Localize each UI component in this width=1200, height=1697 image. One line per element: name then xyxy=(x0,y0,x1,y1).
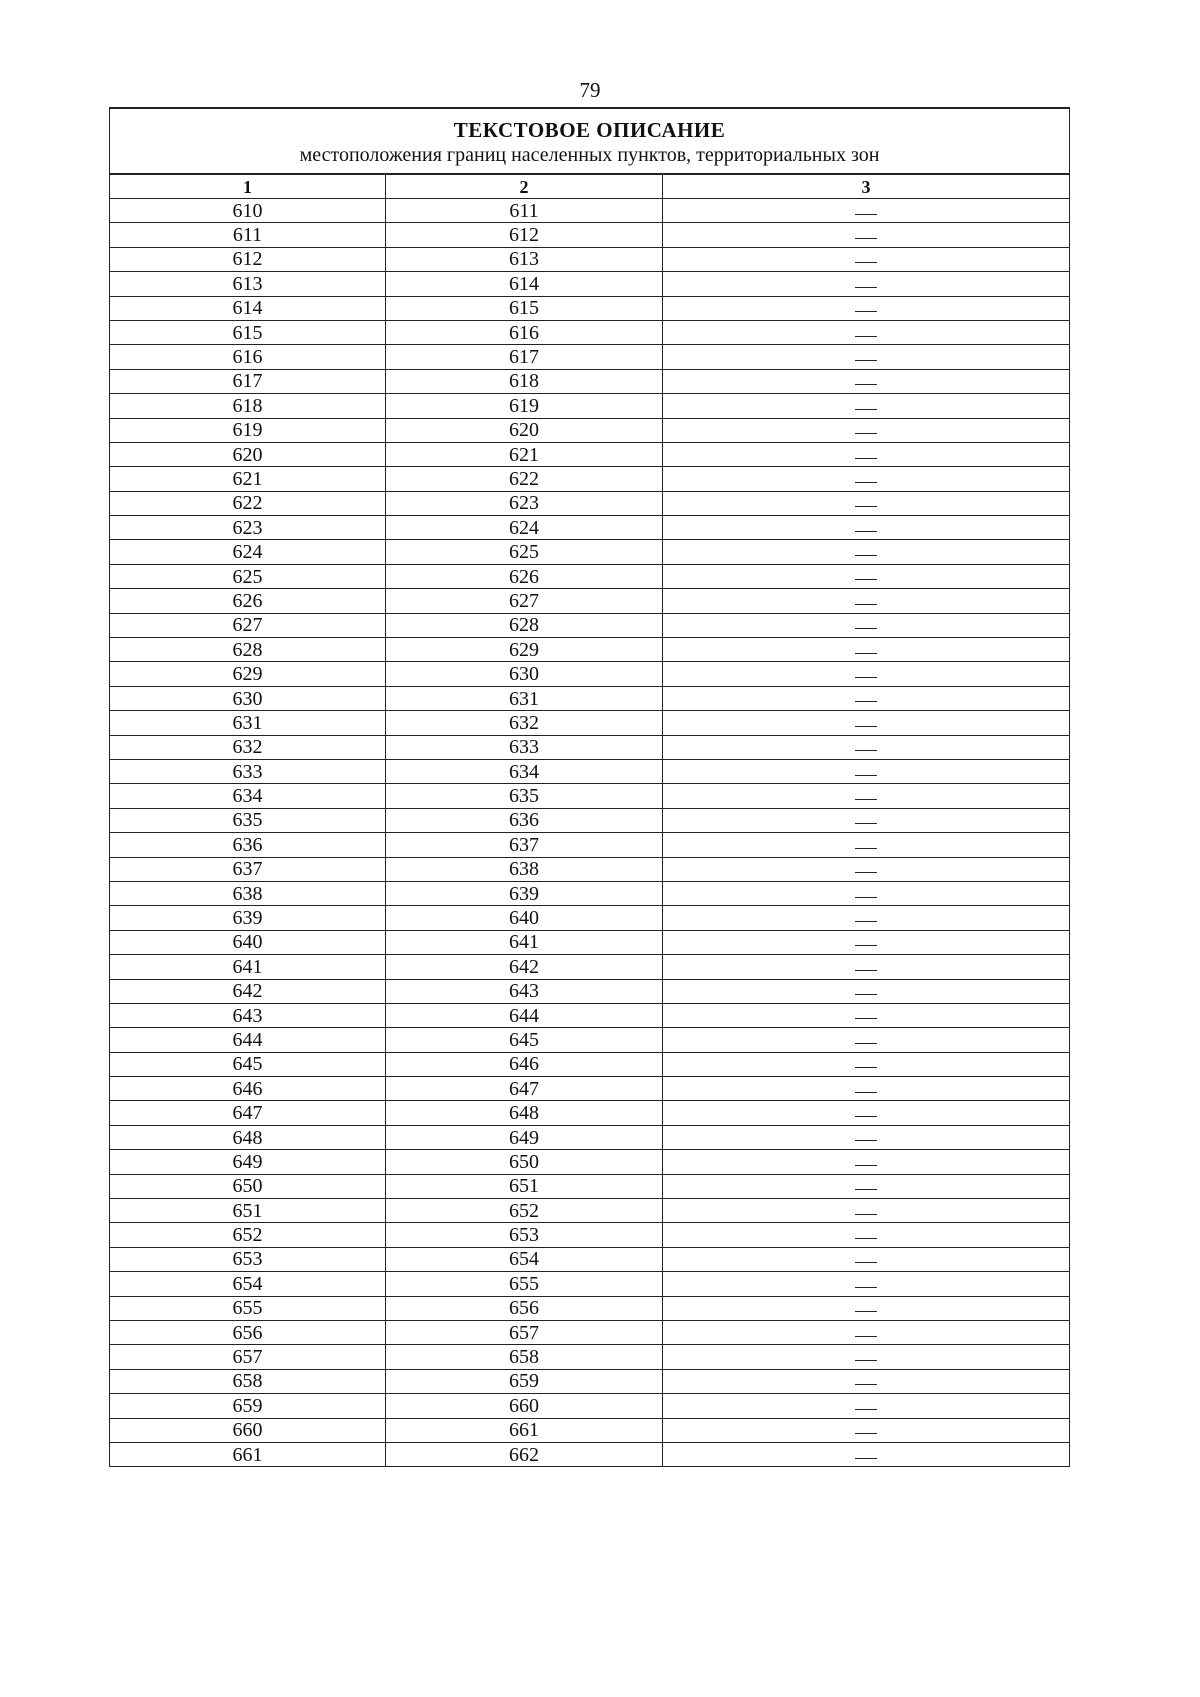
point-to-cell: 631 xyxy=(386,686,663,710)
description-cell xyxy=(663,808,1070,832)
description-cell xyxy=(663,1125,1070,1149)
empty-dash-mark xyxy=(855,1214,877,1215)
description-cell xyxy=(663,1150,1070,1174)
table-row xyxy=(110,1394,1070,1418)
point-from-cell: 644 xyxy=(110,1028,386,1052)
point-to-cell: 641 xyxy=(386,930,663,954)
description-cell xyxy=(663,979,1070,1003)
point-from-cell: 653 xyxy=(110,1247,386,1271)
table-row xyxy=(110,1272,1070,1296)
point-to-cell: 623 xyxy=(386,491,663,515)
table-row xyxy=(110,1174,1070,1198)
point-to-cell: 647 xyxy=(386,1077,663,1101)
table-row xyxy=(110,857,1070,881)
point-to-cell: 616 xyxy=(386,320,663,344)
point-to-cell: 622 xyxy=(386,467,663,491)
point-from-cell: 632 xyxy=(110,735,386,759)
point-to-cell: 642 xyxy=(386,955,663,979)
table-row xyxy=(110,296,1070,320)
empty-dash-mark xyxy=(855,433,877,434)
empty-dash-mark xyxy=(855,1018,877,1019)
empty-dash-mark xyxy=(855,897,877,898)
point-from-cell: 630 xyxy=(110,686,386,710)
description-cell xyxy=(663,711,1070,735)
table-row xyxy=(110,784,1070,808)
description-cell xyxy=(663,223,1070,247)
point-from-cell: 619 xyxy=(110,418,386,442)
empty-dash-mark xyxy=(855,799,877,800)
empty-dash-mark xyxy=(855,775,877,776)
point-from-cell: 625 xyxy=(110,564,386,588)
table-row xyxy=(110,955,1070,979)
point-to-cell: 634 xyxy=(386,759,663,783)
point-to-cell: 643 xyxy=(386,979,663,1003)
empty-dash-mark xyxy=(855,1092,877,1093)
table-row xyxy=(110,1150,1070,1174)
point-from-cell: 635 xyxy=(110,808,386,832)
description-cell xyxy=(663,1394,1070,1418)
point-from-cell: 624 xyxy=(110,540,386,564)
empty-dash-mark xyxy=(855,555,877,556)
point-from-cell: 621 xyxy=(110,467,386,491)
table-row xyxy=(110,1223,1070,1247)
empty-dash-mark xyxy=(855,1140,877,1141)
point-from-cell: 640 xyxy=(110,930,386,954)
empty-dash-mark xyxy=(855,1287,877,1288)
table-row xyxy=(110,638,1070,662)
point-from-cell: 628 xyxy=(110,638,386,662)
empty-dash-mark xyxy=(855,848,877,849)
point-to-cell: 657 xyxy=(386,1320,663,1344)
point-from-cell: 641 xyxy=(110,955,386,979)
table-row xyxy=(110,881,1070,905)
table-row xyxy=(110,808,1070,832)
description-cell xyxy=(663,1077,1070,1101)
table-row xyxy=(110,1101,1070,1125)
description-cell xyxy=(663,1320,1070,1344)
description-cell xyxy=(663,564,1070,588)
point-to-cell: 611 xyxy=(386,199,663,223)
description-cell xyxy=(663,467,1070,491)
column-header-2: 2 xyxy=(386,174,663,199)
point-from-cell: 659 xyxy=(110,1394,386,1418)
point-to-cell: 626 xyxy=(386,564,663,588)
point-from-cell: 627 xyxy=(110,613,386,637)
table-row xyxy=(110,1028,1070,1052)
point-from-cell: 642 xyxy=(110,979,386,1003)
point-from-cell: 655 xyxy=(110,1296,386,1320)
empty-dash-mark xyxy=(855,1433,877,1434)
description-cell xyxy=(663,955,1070,979)
table-row xyxy=(110,1077,1070,1101)
point-to-cell: 619 xyxy=(386,394,663,418)
point-to-cell: 612 xyxy=(386,223,663,247)
point-to-cell: 661 xyxy=(386,1418,663,1442)
empty-dash-mark xyxy=(855,970,877,971)
point-to-cell: 628 xyxy=(386,613,663,637)
table-row xyxy=(110,711,1070,735)
empty-dash-mark xyxy=(855,1336,877,1337)
point-to-cell: 645 xyxy=(386,1028,663,1052)
empty-dash-mark xyxy=(855,921,877,922)
table-row xyxy=(110,467,1070,491)
description-cell xyxy=(663,589,1070,613)
empty-dash-mark xyxy=(855,945,877,946)
point-from-cell: 658 xyxy=(110,1369,386,1393)
empty-dash-mark xyxy=(855,994,877,995)
point-from-cell: 638 xyxy=(110,881,386,905)
empty-dash-mark xyxy=(855,311,877,312)
point-to-cell: 637 xyxy=(386,833,663,857)
point-from-cell: 626 xyxy=(110,589,386,613)
description-cell xyxy=(663,833,1070,857)
empty-dash-mark xyxy=(855,653,877,654)
point-from-cell: 617 xyxy=(110,369,386,393)
point-to-cell: 659 xyxy=(386,1369,663,1393)
boundary-description-table xyxy=(109,107,1070,1467)
point-from-cell: 616 xyxy=(110,345,386,369)
table-row xyxy=(110,1320,1070,1344)
table-row xyxy=(110,1052,1070,1076)
description-cell xyxy=(663,1174,1070,1198)
description-cell xyxy=(663,1369,1070,1393)
point-to-cell: 615 xyxy=(386,296,663,320)
table-title: ТЕКСТОВОЕ ОПИСАНИЕ xyxy=(453,118,726,142)
empty-dash-mark xyxy=(855,628,877,629)
table-title-row xyxy=(110,108,1070,174)
empty-dash-mark xyxy=(855,701,877,702)
empty-dash-mark xyxy=(855,1458,877,1459)
description-cell xyxy=(663,686,1070,710)
description-cell xyxy=(663,369,1070,393)
table-row xyxy=(110,662,1070,686)
point-from-cell: 622 xyxy=(110,491,386,515)
empty-dash-mark xyxy=(855,409,877,410)
table-row xyxy=(110,442,1070,466)
description-cell xyxy=(663,1223,1070,1247)
empty-dash-mark xyxy=(855,262,877,263)
description-cell xyxy=(663,296,1070,320)
point-from-cell: 620 xyxy=(110,442,386,466)
description-cell xyxy=(663,857,1070,881)
table-row xyxy=(110,320,1070,344)
empty-dash-mark xyxy=(855,604,877,605)
point-from-cell: 661 xyxy=(110,1442,386,1466)
point-from-cell: 645 xyxy=(110,1052,386,1076)
point-from-cell: 648 xyxy=(110,1125,386,1149)
column-header-1: 1 xyxy=(110,174,386,199)
empty-dash-mark xyxy=(855,531,877,532)
empty-dash-mark xyxy=(855,1165,877,1166)
table-row xyxy=(110,1247,1070,1271)
point-to-cell: 635 xyxy=(386,784,663,808)
page-number: 79 xyxy=(579,78,601,102)
description-cell xyxy=(663,1199,1070,1223)
table-row xyxy=(110,1369,1070,1393)
table-row xyxy=(110,979,1070,1003)
empty-dash-mark xyxy=(855,384,877,385)
table-row xyxy=(110,1296,1070,1320)
description-cell xyxy=(663,906,1070,930)
table-body xyxy=(110,199,1070,1467)
point-from-cell: 646 xyxy=(110,1077,386,1101)
point-to-cell: 614 xyxy=(386,272,663,296)
point-to-cell: 652 xyxy=(386,1199,663,1223)
empty-dash-mark xyxy=(855,1360,877,1361)
empty-dash-mark xyxy=(855,458,877,459)
empty-dash-mark xyxy=(855,214,877,215)
table-row xyxy=(110,369,1070,393)
description-cell xyxy=(663,930,1070,954)
point-from-cell: 611 xyxy=(110,223,386,247)
point-to-cell: 649 xyxy=(386,1125,663,1149)
table-row xyxy=(110,272,1070,296)
point-from-cell: 610 xyxy=(110,199,386,223)
description-cell xyxy=(663,1052,1070,1076)
column-header-3: 3 xyxy=(663,174,1070,199)
point-from-cell: 660 xyxy=(110,1418,386,1442)
point-to-cell: 654 xyxy=(386,1247,663,1271)
table-row xyxy=(110,613,1070,637)
table-row xyxy=(110,1199,1070,1223)
description-cell xyxy=(663,516,1070,540)
description-cell xyxy=(663,394,1070,418)
empty-dash-mark xyxy=(855,750,877,751)
table-row xyxy=(110,735,1070,759)
point-to-cell: 640 xyxy=(386,906,663,930)
point-to-cell: 638 xyxy=(386,857,663,881)
point-to-cell: 627 xyxy=(386,589,663,613)
empty-dash-mark xyxy=(855,506,877,507)
description-cell xyxy=(663,735,1070,759)
empty-dash-mark xyxy=(855,1238,877,1239)
empty-dash-mark xyxy=(855,872,877,873)
point-to-cell: 651 xyxy=(386,1174,663,1198)
empty-dash-mark xyxy=(855,823,877,824)
point-to-cell: 629 xyxy=(386,638,663,662)
description-cell xyxy=(663,881,1070,905)
table-row xyxy=(110,686,1070,710)
description-cell xyxy=(663,1101,1070,1125)
empty-dash-mark xyxy=(855,1262,877,1263)
point-from-cell: 636 xyxy=(110,833,386,857)
description-cell xyxy=(663,759,1070,783)
empty-dash-mark xyxy=(855,726,877,727)
point-to-cell: 621 xyxy=(386,442,663,466)
description-cell xyxy=(663,247,1070,271)
point-to-cell: 617 xyxy=(386,345,663,369)
empty-dash-mark xyxy=(855,1409,877,1410)
description-cell xyxy=(663,345,1070,369)
empty-dash-mark xyxy=(855,1067,877,1068)
empty-dash-mark xyxy=(855,238,877,239)
empty-dash-mark xyxy=(855,1189,877,1190)
description-cell xyxy=(663,442,1070,466)
empty-dash-mark xyxy=(855,360,877,361)
table-title-cell xyxy=(110,108,1070,174)
empty-dash-mark xyxy=(855,1384,877,1385)
table-row xyxy=(110,418,1070,442)
table-row xyxy=(110,906,1070,930)
point-from-cell: 647 xyxy=(110,1101,386,1125)
point-from-cell: 637 xyxy=(110,857,386,881)
point-to-cell: 646 xyxy=(386,1052,663,1076)
description-cell xyxy=(663,662,1070,686)
empty-dash-mark xyxy=(855,482,877,483)
empty-dash-mark xyxy=(855,1311,877,1312)
point-to-cell: 624 xyxy=(386,516,663,540)
description-cell xyxy=(663,1028,1070,1052)
point-to-cell: 656 xyxy=(386,1296,663,1320)
description-cell xyxy=(663,613,1070,637)
point-to-cell: 620 xyxy=(386,418,663,442)
table-row xyxy=(110,930,1070,954)
table-row xyxy=(110,1125,1070,1149)
table-row xyxy=(110,1003,1070,1027)
empty-dash-mark xyxy=(855,336,877,337)
description-cell xyxy=(663,1442,1070,1466)
point-to-cell: 644 xyxy=(386,1003,663,1027)
description-cell xyxy=(663,491,1070,515)
table-row xyxy=(110,516,1070,540)
point-from-cell: 614 xyxy=(110,296,386,320)
description-cell xyxy=(663,1272,1070,1296)
point-from-cell: 623 xyxy=(110,516,386,540)
point-to-cell: 655 xyxy=(386,1272,663,1296)
table-row xyxy=(110,223,1070,247)
point-from-cell: 631 xyxy=(110,711,386,735)
table-row xyxy=(110,589,1070,613)
empty-dash-mark xyxy=(855,287,877,288)
description-cell xyxy=(663,1418,1070,1442)
description-cell xyxy=(663,638,1070,662)
description-cell xyxy=(663,320,1070,344)
table-row xyxy=(110,491,1070,515)
empty-dash-mark xyxy=(855,677,877,678)
empty-dash-mark xyxy=(855,1043,877,1044)
point-to-cell: 650 xyxy=(386,1150,663,1174)
description-cell xyxy=(663,1247,1070,1271)
table-row xyxy=(110,1442,1070,1466)
point-to-cell: 660 xyxy=(386,1394,663,1418)
description-cell xyxy=(663,418,1070,442)
description-cell xyxy=(663,784,1070,808)
table-row xyxy=(110,1345,1070,1369)
table-row xyxy=(110,564,1070,588)
point-from-cell: 643 xyxy=(110,1003,386,1027)
description-cell xyxy=(663,199,1070,223)
point-from-cell: 618 xyxy=(110,394,386,418)
point-to-cell: 636 xyxy=(386,808,663,832)
point-from-cell: 651 xyxy=(110,1199,386,1223)
point-from-cell: 613 xyxy=(110,272,386,296)
table-row xyxy=(110,394,1070,418)
point-from-cell: 654 xyxy=(110,1272,386,1296)
point-from-cell: 657 xyxy=(110,1345,386,1369)
point-from-cell: 652 xyxy=(110,1223,386,1247)
column-header-row xyxy=(110,174,1070,199)
point-to-cell: 632 xyxy=(386,711,663,735)
empty-dash-mark xyxy=(855,579,877,580)
point-to-cell: 625 xyxy=(386,540,663,564)
point-from-cell: 634 xyxy=(110,784,386,808)
point-to-cell: 658 xyxy=(386,1345,663,1369)
point-from-cell: 612 xyxy=(110,247,386,271)
point-from-cell: 639 xyxy=(110,906,386,930)
point-to-cell: 618 xyxy=(386,369,663,393)
table-row xyxy=(110,540,1070,564)
table-row xyxy=(110,759,1070,783)
point-from-cell: 656 xyxy=(110,1320,386,1344)
point-to-cell: 639 xyxy=(386,881,663,905)
empty-dash-mark xyxy=(855,1116,877,1117)
table-row xyxy=(110,345,1070,369)
table-row xyxy=(110,199,1070,223)
point-from-cell: 650 xyxy=(110,1174,386,1198)
point-from-cell: 649 xyxy=(110,1150,386,1174)
point-to-cell: 653 xyxy=(386,1223,663,1247)
table-row xyxy=(110,833,1070,857)
table-subtitle: местоположения границ населенных пунктов, территориальных зон xyxy=(299,144,880,166)
point-to-cell: 648 xyxy=(386,1101,663,1125)
point-from-cell: 633 xyxy=(110,759,386,783)
point-to-cell: 662 xyxy=(386,1442,663,1466)
point-to-cell: 613 xyxy=(386,247,663,271)
description-cell xyxy=(663,272,1070,296)
table-row xyxy=(110,247,1070,271)
description-cell xyxy=(663,1003,1070,1027)
point-from-cell: 615 xyxy=(110,320,386,344)
table-row xyxy=(110,1418,1070,1442)
point-to-cell: 633 xyxy=(386,735,663,759)
point-from-cell: 629 xyxy=(110,662,386,686)
description-cell xyxy=(663,1345,1070,1369)
description-cell xyxy=(663,1296,1070,1320)
point-to-cell: 630 xyxy=(386,662,663,686)
description-cell xyxy=(663,540,1070,564)
